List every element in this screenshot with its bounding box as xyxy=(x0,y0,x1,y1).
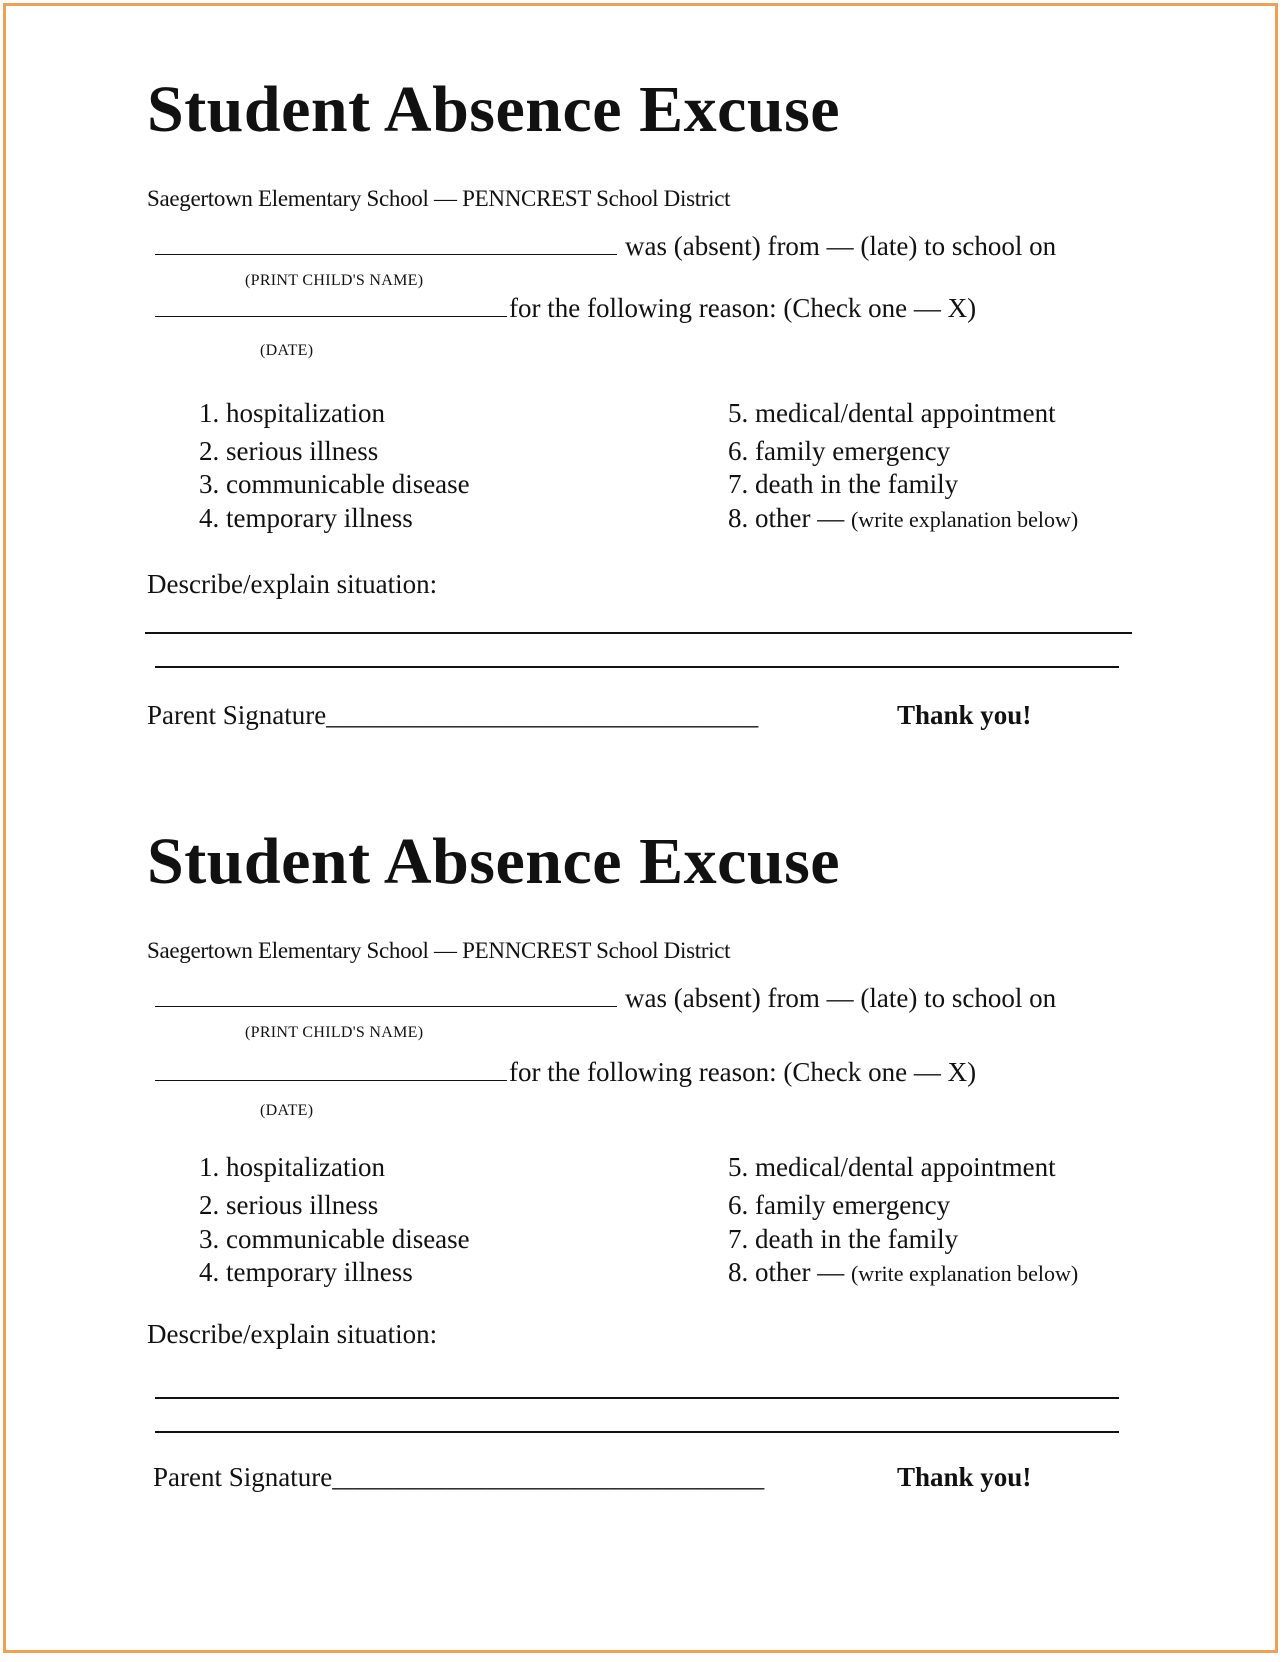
thank-you-text: Thank you! xyxy=(897,1462,1032,1492)
date-reason-line xyxy=(155,1057,976,1088)
child-name-blank[interactable] xyxy=(155,253,617,255)
describe-label: Describe/explain situation: xyxy=(147,569,438,599)
reason-option[interactable]: 4. temporary illness xyxy=(199,1257,413,1287)
date-caption: (DATE) xyxy=(260,342,314,359)
reason-option[interactable]: 7. death in the family xyxy=(728,469,959,499)
parent-signature-line[interactable] xyxy=(147,700,758,731)
child-name-caption: (PRINT CHILD'S NAME) xyxy=(245,1024,424,1041)
absence-statement-text: was (absent) from — (late) to school on xyxy=(625,231,1057,261)
explanation-line[interactable] xyxy=(155,666,1119,668)
reason-option[interactable]: 3. communicable disease xyxy=(199,1224,470,1254)
date-blank[interactable] xyxy=(155,315,507,317)
reason-option[interactable]: 7. death in the family xyxy=(728,1224,959,1254)
describe-label: Describe/explain situation: xyxy=(147,1319,438,1349)
school-name: Saegertown Elementary School — PENNCREST School District xyxy=(147,186,731,211)
signature-blank: ________________________________ xyxy=(332,1462,765,1492)
child-name-caption: (PRINT CHILD'S NAME) xyxy=(245,272,424,289)
reason-option[interactable]: 2. serious illness xyxy=(199,1190,379,1220)
explanation-line[interactable] xyxy=(145,632,1132,634)
parent-signature-line[interactable] xyxy=(153,1462,764,1493)
reason-option[interactable]: 5. medical/dental appointment xyxy=(728,1152,1056,1182)
reason-option[interactable]: 2. serious illness xyxy=(199,436,379,466)
date-blank[interactable] xyxy=(155,1079,507,1081)
signature-label: Parent Signature xyxy=(153,1462,333,1492)
reason-other-note: (write explanation below) xyxy=(850,507,1079,532)
reason-other-note: (write explanation below) xyxy=(850,1261,1079,1286)
reason-instruction-text: for the following reason: (Check one — X) xyxy=(509,293,977,323)
form-title: Student Absence Excuse xyxy=(147,825,841,898)
date-reason-line xyxy=(155,293,976,324)
reason-other-label: 8. other — xyxy=(728,1257,845,1287)
reason-other-label: 8. other — xyxy=(728,503,845,533)
absence-form-2 xyxy=(0,752,1287,1512)
school-name: Saegertown Elementary School — PENNCREST School District xyxy=(147,938,731,963)
absence-form-1 xyxy=(0,0,1287,760)
reason-option[interactable]: 6. family emergency xyxy=(728,436,951,466)
reason-option[interactable]: 1. hospitalization xyxy=(199,1152,385,1182)
reason-option-other[interactable] xyxy=(728,503,1078,534)
signature-blank: ________________________________ xyxy=(326,700,759,730)
thank-you-text: Thank you! xyxy=(897,700,1032,730)
reason-option[interactable]: 6. family emergency xyxy=(728,1190,951,1220)
reason-option[interactable]: 1. hospitalization xyxy=(199,398,385,428)
signature-label: Parent Signature xyxy=(147,700,327,730)
reason-option[interactable]: 5. medical/dental appointment xyxy=(728,398,1056,428)
form-title: Student Absence Excuse xyxy=(147,73,841,146)
explanation-line[interactable] xyxy=(155,1431,1119,1433)
reason-option-other[interactable] xyxy=(728,1257,1078,1288)
absence-statement-line xyxy=(155,231,1056,262)
child-name-blank[interactable] xyxy=(155,1005,617,1007)
reason-option[interactable]: 3. communicable disease xyxy=(199,469,470,499)
reason-instruction-text: for the following reason: (Check one — X) xyxy=(509,1057,977,1087)
absence-statement-line xyxy=(155,983,1056,1014)
absence-statement-text: was (absent) from — (late) to school on xyxy=(625,983,1057,1013)
explanation-line[interactable] xyxy=(155,1397,1119,1399)
date-caption: (DATE) xyxy=(260,1102,314,1119)
reason-option[interactable]: 4. temporary illness xyxy=(199,503,413,533)
